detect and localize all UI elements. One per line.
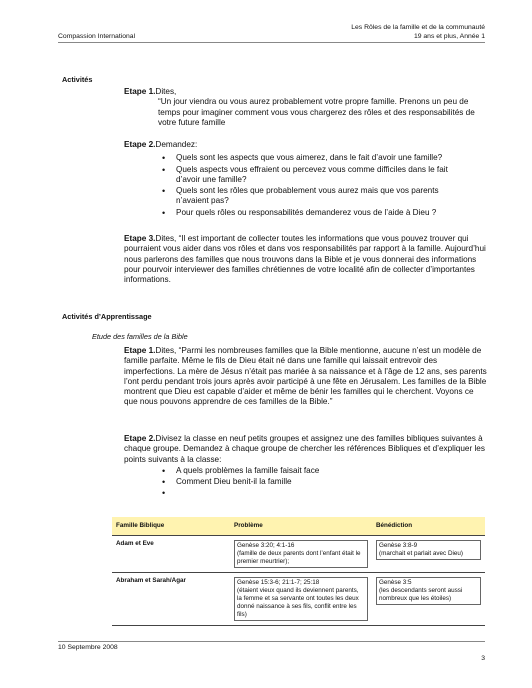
- list-item: • Comment Dieu benit-il la famille: [162, 477, 462, 487]
- list-item: [162, 488, 462, 498]
- table-header-row: [112, 517, 485, 536]
- etape-label: Etape 2.: [124, 140, 156, 149]
- table-cell-probleme: [230, 536, 372, 573]
- etape2-bullet-list: [162, 153, 472, 218]
- table-cell-famille: Adam et Eve: [112, 536, 230, 573]
- etape-label: Etape 1.: [124, 346, 156, 355]
- list-item: • Quels sont les aspects que vous aimerez, dans le fait d’avoir une famille?: [162, 153, 472, 163]
- table-cell-benediction: [372, 573, 485, 626]
- etape-label: Etape 1.: [124, 87, 156, 96]
- table-header-famille: Famille Biblique: [112, 517, 230, 536]
- header-title-line1: Les Rôles de la famille et de la communauté: [351, 24, 485, 31]
- list-item: • Quels sont les rôles que probablement vous aurez mais que vos parents n’avaient pas?: [162, 186, 472, 207]
- table-row: [112, 536, 485, 573]
- header-org: Compassion International: [58, 33, 136, 40]
- etape1-quote: “Un jour viendra ou vous aurez probablement votre propre famille. Prenons un peu de temps pour imaginer comment vous vous chargerez des rôles et des responsabilités de votre future famille: [158, 97, 475, 127]
- activites-etape3: [124, 234, 489, 285]
- etape-text: Dites, “Parmi les nombreuses familles que la Bible mentionne, aucune n’est un modèle de famille parfaite. Même le fils de Dieu était né dans une famille qui laissait entrevoir des imperfections. La mère de Jésus n’était pas mariée à sa naissance et à l’âge de 12 ans, ses parents l’ont perdu pendant trois jours après avoir participé à une fête en Jérusalem. Les familles de la Bible montrent que Dieu est capable d’aider et même de bénir les familles qui le cherchent. Voyons ce que nous pouvons apprendre de ces familles de la Bible.”: [124, 346, 487, 407]
- table-row: [112, 573, 485, 626]
- etape-text: Demandez:: [155, 140, 198, 149]
- probleme-text: Genèse 3:20; 4:1-16 (famille de deux parents dont l’enfant était le premier meurtrier);: [234, 540, 368, 568]
- apprentissage-subheading: Etude des familles de la Bible: [92, 332, 188, 341]
- table-header-benediction: Bénédiction: [372, 517, 485, 536]
- list-item: • A quels problèmes la famille faisait face: [162, 466, 462, 476]
- etape-text: Dites, “Il est important de collecter toutes les informations que vous pouvez trouver qui pourraient vous aider dans vos rôles et dans vos responsabilités par rapport à la famille. Aujourd’hui nous parlerons des familles que nous trouvons dans la Bible et je vous donnerai des informations pour pourvoir interviewer des familles chrétiennes de votre localité afin de collecter d’importantes informations.: [124, 234, 486, 285]
- benediction-text: Genèse 3:8-9 (marchait et parlait avec Dieu): [376, 540, 481, 560]
- apprentissage-etape1: [124, 346, 489, 408]
- header-title: [351, 23, 485, 41]
- header-title-line2: 19 ans et plus, Année 1: [413, 33, 485, 40]
- activites-heading: Activités: [62, 75, 93, 84]
- page-number: 3: [481, 655, 485, 662]
- table-cell-probleme: [230, 573, 372, 626]
- activites-etape1: [124, 87, 489, 128]
- probleme-text: Genèse 15:3-6; 21:1-7; 25:18 (étaient vieux quand ils deviennent parents, la femme et sa servante ont toutes les deux donné naissance à ses fils, conflit entre les fils): [234, 577, 368, 621]
- benediction-text: Genèse 3:5 (les descendants seront aussi nombreux que les étoiles): [376, 577, 481, 605]
- etape-label: Etape 3.: [124, 234, 156, 243]
- table-header-probleme: Problème: [230, 517, 372, 536]
- header-divider: [58, 42, 485, 43]
- apprentissage-etape2: [124, 434, 489, 499]
- etape2-bullet-list: [162, 466, 462, 499]
- familles-table: [112, 517, 485, 626]
- table-cell-benediction: [372, 536, 485, 573]
- apprentissage-heading: Activités d’Apprentissage: [62, 312, 152, 321]
- etape-text: Divisez la classe en neuf petits groupes et assignez une des familles bibliques suivantes à chaque groupe. Demandez à chaque groupe de chercher les références Bibliques et d’expliquer les points suivants à la classe:: [124, 434, 485, 464]
- etape-label: Etape 2.: [124, 434, 156, 443]
- table-cell-famille: Abraham et Sarah/Agar: [112, 573, 230, 626]
- footer-date: 10 Septembre 2008: [58, 644, 118, 651]
- activites-etape2: [124, 140, 479, 219]
- etape-text: Dites,: [155, 87, 177, 96]
- footer-divider: [58, 641, 485, 642]
- list-item: • Pour quels rôles ou responsabilités demanderez vous de l’aide à Dieu ?: [162, 208, 472, 218]
- list-item: • Quels aspects vous effraient ou percevez vous comme difficiles dans le fait d’avoir une famille?: [162, 165, 472, 186]
